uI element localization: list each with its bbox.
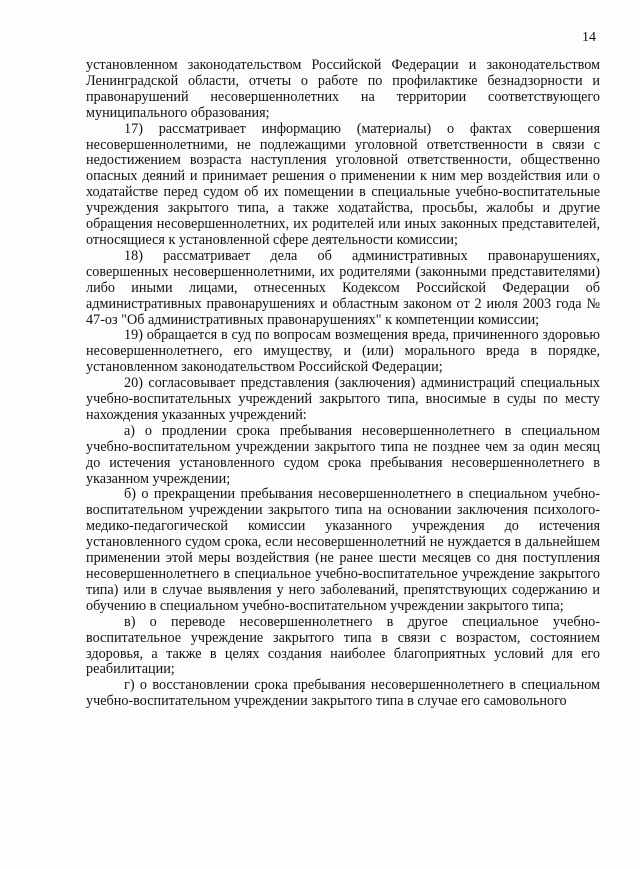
paragraph-continuation: установленном законодательством Российской Федерации и законодательством Ленинградской области, отчеты о работе по профилактике безнадзорности и правонарушений несовершеннолетних на территории соответствующего муниципального образования; <box>86 57 600 121</box>
paragraph-item-18: 18) рассматривает дела об административных правонарушениях, совершенных несовершеннолетними, их родителями (законными представителями) либо иными лицами, отнесенных Кодексом Российской Федерации об административных правонарушениях и областным законом от 2 июля 2003 года № 47-оз "Об административных правонарушениях" к компетенции комиссии; <box>86 247 600 328</box>
paragraph-item-20: 20) согласовывает представления (заключения) администраций специальных учебно-воспитательных учреждений закрытого типа, вносимые в суды по месту нахождения указанных учреждений: <box>86 375 600 423</box>
document-body <box>86 58 600 710</box>
subitem-g: г) о восстановлении срока пребывания несовершеннолетнего в специальном учебно-воспитательном учреждении закрытого типа в случае его самовольного <box>86 677 600 710</box>
subitem-v: в) о переводе несовершеннолетнего в другое специальное учебно-воспитательное учреждение закрытого типа в связи с возрастом, состоянием здоровья, а также в целях создания наиболее благоприятных условий для его реабилитации; <box>86 613 600 678</box>
subitem-a: а) о продлении срока пребывания несовершеннолетнего в специальном учебно-воспитательном учреждении закрытого типа не позднее чем за один месяц до истечения установленного судом срока пребывания несовершеннолетнего в указанном учреждении; <box>86 422 600 487</box>
paragraph-item-17: 17) рассматривает информацию (материалы) о фактах совершения несовершеннолетними, не подлежащими уголовной ответственности в связи с недостижением возраста наступления уголовной ответственности, общественно опасных деяний и принимает решения о применении к ним мер воздействия или о ходатайстве перед судом об их помещении в специальные учебно-воспитательные учреждения закрытого типа, а также ходатайства, просьбы, жалобы и другие обращения несовершеннолетних, их родителей или иных законных представителей, относящиеся к установленной сфере деятельности комиссии; <box>86 120 600 248</box>
paragraph-item-19: 19) обращается в суд по вопросам возмещения вреда, причиненного здоровью несовершеннолетнего, его имуществу, и (или) морального вреда в порядке, установленном законодательством Российской Федерации; <box>86 327 600 376</box>
subitem-b: б) о прекращении пребывания несовершеннолетнего в специальном учебно-воспитательном учреждении закрытого типа на основании заключения психолого-медико-педагогической комиссии указанного учреждения до истечения установленного судом срока, если несовершеннолетний не нуждается в дальнейшем применении этой меры воздействия (не ранее шести месяцев со дня поступления несовершеннолетнего в специальное учебно-воспитательное учреждение закрытого типа) или в случае выявления у него заболеваний, препятствующих содержанию и обучению в специальном учебно-воспитательном учреждении закрытого типа; <box>86 486 600 614</box>
page-number: 14 <box>582 30 596 45</box>
